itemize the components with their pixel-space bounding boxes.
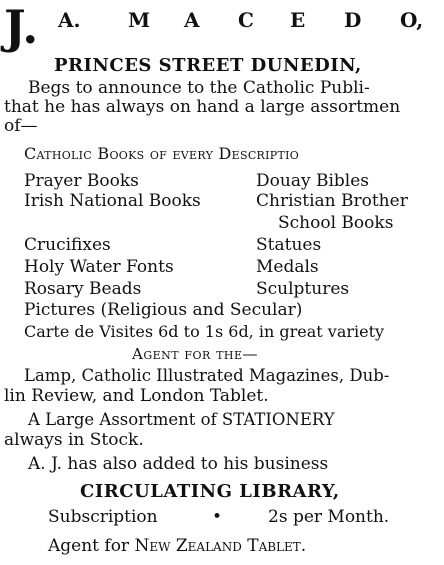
item-douay-bibles: Douay Bibles (256, 171, 369, 191)
big-initial: J. (4, 0, 39, 54)
lamp-line-2: lin Review, and London Tablet. (4, 386, 269, 406)
intro-line-2: that he has always on hand a large assortmen (4, 97, 401, 117)
library-title: CIRCULATING LIBRARY, (80, 481, 340, 502)
item-christian-brothers: Christian Brother (256, 191, 408, 211)
subscription-price: 2s per Month. (268, 507, 390, 527)
name-letter-d: D (344, 8, 362, 32)
books-heading: Catholic Books of every Descriptio (24, 144, 300, 163)
item-school-books: School Books (278, 213, 394, 233)
footer-title: New Zealand Tablet. (134, 536, 307, 556)
name-letter-c: C (238, 8, 254, 32)
pictures-line: Pictures (Religious and Secular) (24, 300, 303, 320)
carte-line: Carte de Visites 6d to 1s 6d, in great variety (24, 322, 385, 341)
stationery-line-1: A Large Assortment of STATIONERY (28, 410, 335, 429)
item-irish-national-books: Irish National Books (24, 191, 201, 211)
address: PRINCES STREET DUNEDIN, (54, 55, 362, 76)
agent-heading: Agent for the— (132, 345, 259, 363)
name-letter-a-initial: A. (58, 8, 81, 32)
item-holy-water-fonts: Holy Water Fonts (24, 257, 174, 277)
intro-line-1: Begs to announce to the Catholic Publi- (28, 78, 370, 98)
item-prayer-books: Prayer Books (24, 171, 139, 191)
item-sculptures: Sculptures (256, 279, 350, 299)
item-statues: Statues (256, 235, 322, 255)
name-letter-o: O, (400, 8, 424, 32)
subscription-label: Subscription (48, 507, 158, 527)
footer-prefix: Agent for (48, 536, 130, 556)
item-rosary-beads: Rosary Beads (24, 279, 142, 299)
item-crucifixes: Crucifixes (24, 235, 111, 255)
name-letter-m: M (128, 8, 151, 32)
stationery-line-2: always in Stock. (4, 430, 144, 450)
footer-line (48, 536, 306, 556)
item-medals: Medals (256, 257, 319, 277)
lamp-line-1: Lamp, Catholic Illustrated Magazines, Dub- (24, 366, 390, 385)
subscription-dot: • (212, 507, 223, 527)
business-line: A. J. has also added to his business (28, 454, 329, 474)
name-letter-e: E (290, 8, 306, 32)
intro-line-3: of— (4, 116, 38, 136)
name-letter-a: A (184, 8, 200, 32)
